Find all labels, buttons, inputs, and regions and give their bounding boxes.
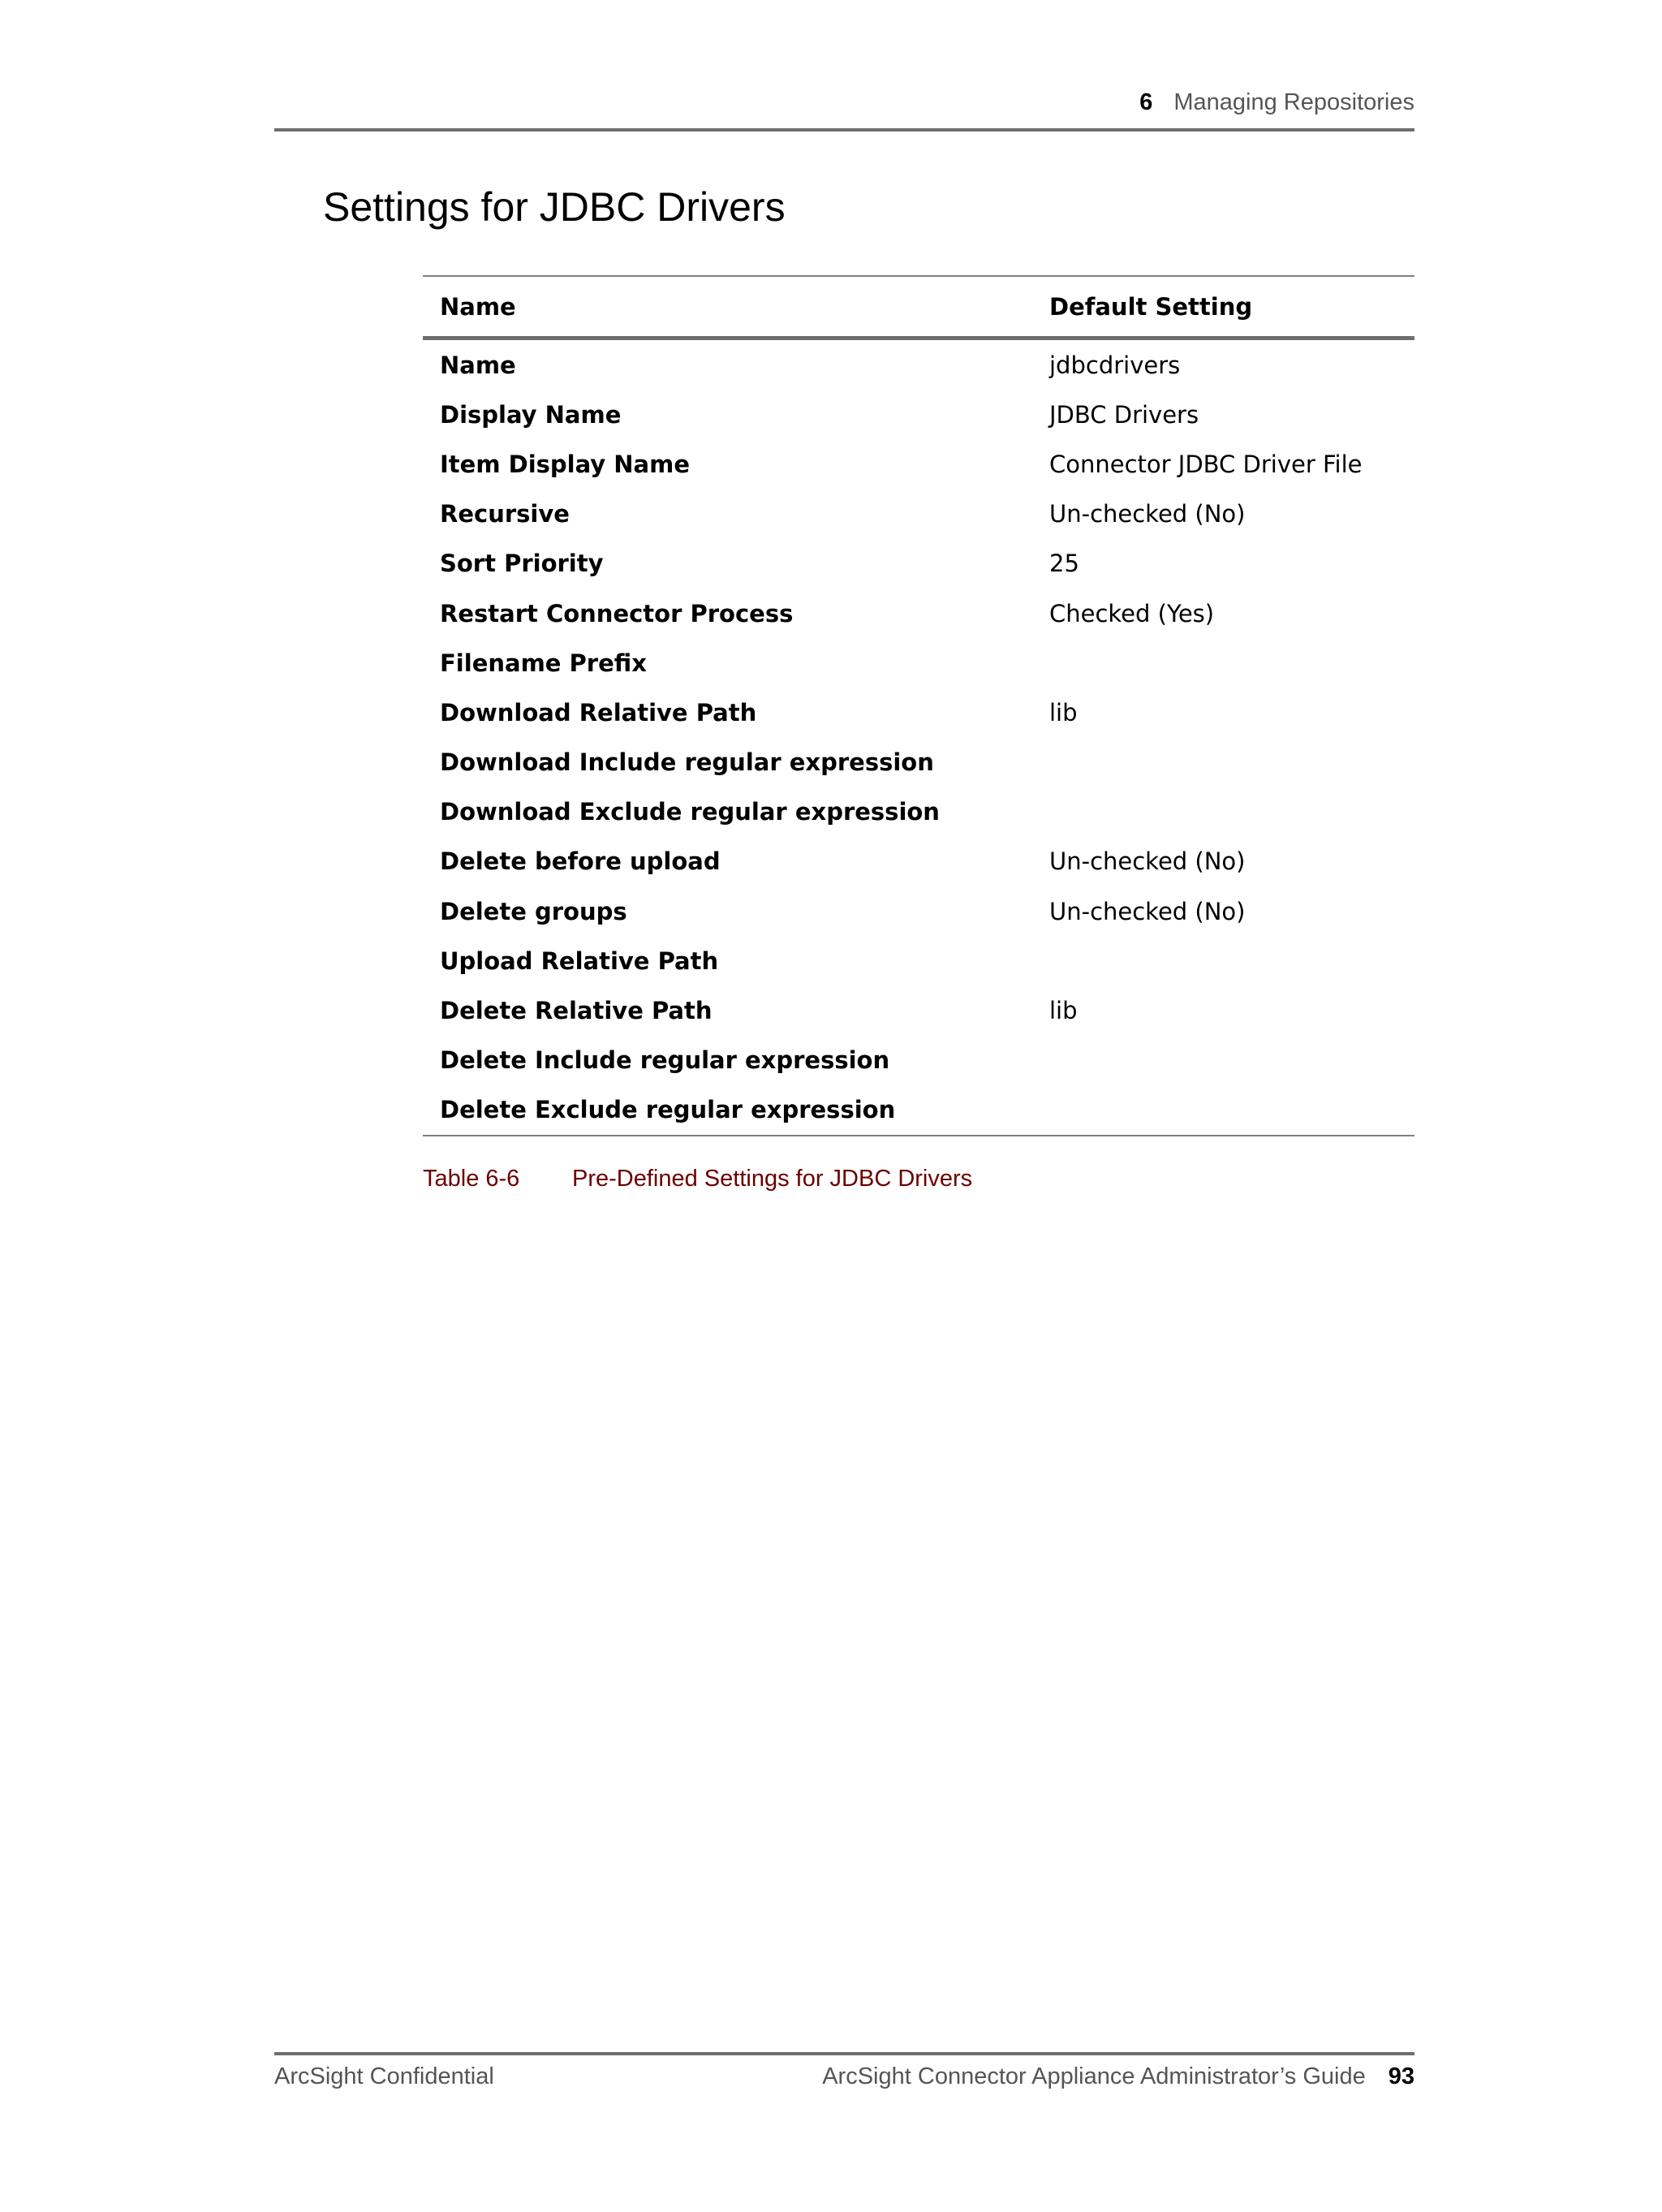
table-row [423, 589, 1414, 638]
settings-table [423, 275, 1414, 1136]
setting-name: Upload Relative Path [440, 946, 719, 975]
setting-name: Sort Priority [440, 550, 604, 578]
column-header-name: Name [423, 276, 1032, 338]
running-header [1139, 89, 1414, 116]
setting-name: Download Exclude regular expression [440, 798, 940, 826]
table-row [423, 638, 1414, 688]
setting-name: Delete before upload [440, 847, 721, 876]
section-title: Settings for JDBC Drivers [323, 184, 786, 230]
setting-name: Download Include regular expression [440, 748, 934, 777]
setting-value: Checked (Yes) [1049, 599, 1215, 627]
page-footer [274, 2052, 1414, 2104]
footer-guide-name: ArcSight Connector Appliance Administrator’s Guide [822, 2063, 1366, 2089]
footer-confidential: ArcSight Confidential [274, 2063, 494, 2089]
table-row [423, 985, 1414, 1035]
setting-name: Delete Exclude regular expression [423, 1085, 1032, 1136]
setting-value: Connector JDBC Driver File [1049, 450, 1363, 478]
table-row [423, 338, 1414, 390]
setting-value: Un-checked (No) [1049, 500, 1246, 528]
setting-value: 25 [1049, 550, 1079, 578]
table-caption [423, 1166, 972, 1192]
setting-name: Recursive [440, 500, 570, 528]
setting-value [1032, 1085, 1414, 1136]
setting-value: jdbcdrivers [1049, 351, 1181, 379]
setting-value [1032, 1036, 1414, 1085]
setting-value: lib [1049, 997, 1078, 1025]
table-row [423, 489, 1414, 539]
setting-name: Item Display Name [440, 450, 691, 478]
table-row [423, 439, 1414, 489]
setting-name: Filename Prefix [440, 649, 647, 677]
setting-name: Download Relative Path [440, 698, 757, 727]
setting-value [1032, 787, 1414, 837]
table-header-row [423, 276, 1414, 338]
setting-value [1032, 738, 1414, 787]
setting-value [1032, 936, 1414, 985]
table-row [423, 390, 1414, 439]
page-header [274, 86, 1414, 132]
setting-value: lib [1049, 698, 1078, 727]
settings-table-container [423, 275, 1414, 1136]
setting-value: JDBC Drivers [1049, 400, 1199, 429]
table-row [423, 738, 1414, 787]
chapter-title: Managing Repositories [1173, 89, 1414, 115]
table-row [423, 539, 1414, 589]
setting-name: Restart Connector Process [440, 599, 794, 627]
table-caption-text: Pre-Defined Settings for JDBC Drivers [572, 1166, 973, 1192]
table-row [423, 688, 1414, 737]
table-row [423, 1085, 1414, 1136]
setting-value: Un-checked (No) [1049, 897, 1246, 925]
table-row [423, 837, 1414, 886]
table-row [423, 936, 1414, 985]
footer-guide-title [822, 2063, 1414, 2090]
setting-name: Delete groups [440, 897, 627, 925]
table-caption-label: Table 6-6 [423, 1166, 520, 1192]
column-header-default-setting: Default Setting [1032, 276, 1414, 338]
setting-name: Delete Relative Path [440, 997, 713, 1025]
table-row [423, 787, 1414, 837]
setting-name: Name [440, 351, 516, 379]
table-row [423, 1036, 1414, 1085]
page-number: 93 [1388, 2063, 1414, 2089]
table-row [423, 886, 1414, 936]
setting-name: Delete Include regular expression [440, 1046, 890, 1075]
chapter-number: 6 [1139, 89, 1153, 115]
setting-value [1032, 638, 1414, 688]
setting-name: Display Name [440, 400, 622, 429]
setting-value: Un-checked (No) [1049, 847, 1246, 876]
